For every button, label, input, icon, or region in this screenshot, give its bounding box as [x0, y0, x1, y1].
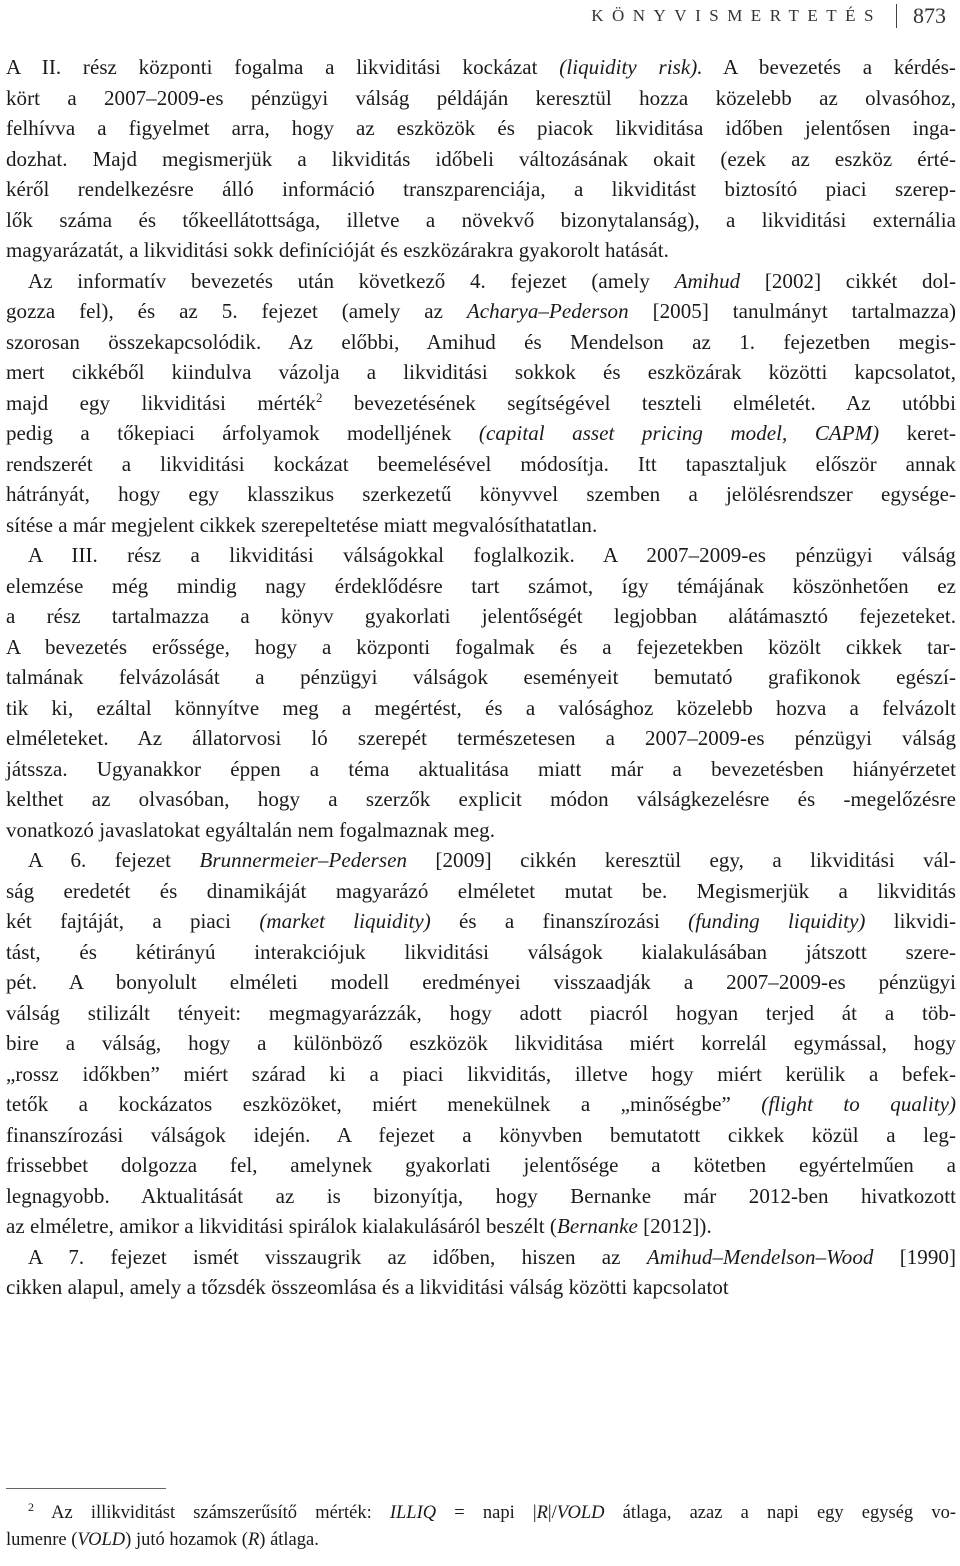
text-run: keret-	[879, 421, 957, 445]
text-run: rendszerét a likviditási kockázat beemelésével módosítja. Itt tapasztaljuk először annak	[6, 451, 956, 476]
text-run: sítése a már megjelent cikkek szerepeltetése miatt megvalósíthatatlan.	[6, 512, 598, 537]
text-line	[6, 1150, 956, 1181]
text-line	[6, 1181, 956, 1212]
text-run: átlaga, azaz a napi egy egység vo-	[604, 1503, 956, 1523]
italic-run: R	[247, 1530, 260, 1550]
text-run: Az informatív bevezetés után következő 4. fejezet (amely	[28, 268, 675, 293]
text-run: „rossz időkben” miért szárad ki a piaci likviditás, illetve hogy miért kerülik a befek-	[6, 1061, 956, 1086]
text-line	[6, 784, 956, 815]
text-run: kört a 2007–2009-es pénzügyi válság példáján keresztül hozza közelebb az olvasóhoz,	[6, 85, 956, 110]
text-line	[6, 52, 956, 83]
text-line	[6, 388, 956, 419]
text-line	[6, 113, 956, 144]
text-run: [1990]	[873, 1244, 956, 1269]
text-run: tik ki, ezáltal könnyítve meg a megértést, és a valósághoz közelebb hozva a felvázolt	[6, 695, 956, 720]
paragraph	[6, 1242, 956, 1303]
text-run: = napi |	[436, 1503, 537, 1523]
text-run: szorosan összekapcsolódik. Az előbbi, Amihud és Mendelson az 1. fejezetben megis-	[6, 329, 956, 354]
text-run: A 6. fejezet	[28, 848, 200, 872]
italic-run: ILLIQ	[389, 1503, 437, 1523]
text-run: gozza fel), és az 5. fejezet (amely az	[6, 299, 467, 323]
footnote-marker: 2	[28, 1499, 34, 1514]
text-line	[6, 540, 956, 571]
text-run: pedig a tőkepiaci árfolyamok modelljének	[6, 421, 479, 445]
text-run: magyarázatát, a likviditási sokk definícióját és eszközárakra gyakorolt hatását.	[6, 238, 669, 262]
text-run: [2012]).	[637, 1214, 712, 1238]
text-run: A II. rész központi fogalma a likviditási kockázat	[6, 55, 560, 79]
text-run: frissebbet dolgozza fel, amelynek gyakorlati jelentősége a kötetben egyértelműen a	[6, 1153, 956, 1177]
text-line	[6, 327, 956, 358]
text-line	[6, 235, 956, 266]
text-run: bevezetésének segítségével teszteli elméletét. Az utóbbi	[322, 390, 956, 415]
text-line	[6, 296, 956, 327]
text-run: tást, és kétirányú interakciójuk likviditási válságok kialakulásában játszott szere-	[6, 939, 956, 964]
paragraph	[6, 540, 956, 845]
italic-run: Amihud	[674, 268, 741, 293]
page-number: 873	[913, 3, 946, 28]
italic-run: (liquidity risk).	[559, 55, 703, 79]
text-run: Az illikviditást számszerűsítő mérték:	[34, 1503, 390, 1523]
text-run: lumenre (	[6, 1530, 78, 1550]
text-run: vonatkozó javaslatokat egyáltalán nem fogalmaznak meg.	[6, 817, 496, 842]
text-line	[6, 998, 956, 1029]
paragraph	[6, 52, 956, 266]
text-run: [2002] cikkét dol-	[740, 268, 956, 293]
footnote-divider	[6, 1488, 166, 1489]
text-line	[6, 479, 956, 510]
text-line	[6, 845, 956, 876]
text-line	[6, 1028, 956, 1059]
text-line	[6, 906, 956, 937]
body-text	[6, 52, 956, 1303]
paragraph	[6, 845, 956, 1242]
footnote-line	[6, 1527, 956, 1554]
text-line	[6, 1059, 956, 1090]
text-line	[6, 815, 956, 846]
text-run: válság stilizált tényeit: megmagyarázzák, hogy adott piacról hogyan terjed át a töb-	[6, 1000, 956, 1025]
text-run: ság eredetét és dinamikáját magyarázó elméletet mutat be. Megismerjük a likviditás	[6, 878, 956, 903]
text-line	[6, 1272, 956, 1303]
text-line	[6, 357, 956, 388]
text-line	[6, 754, 956, 785]
text-run: bire a válság, hogy a különböző eszközök likviditása miért korrelál egymással, hogy	[6, 1031, 956, 1055]
text-line	[6, 876, 956, 907]
text-run: dozhat. Majd megismerjük a likviditás időbeli változásának okait (ezek az eszköz érté-	[6, 146, 956, 171]
text-line	[6, 418, 956, 449]
text-run: hátrányát, hogy egy klasszikus szerkezetű könyvvel szemben a jelölésrendszer egysége-	[6, 482, 956, 506]
text-run: játssza. Ugyanakkor éppen a téma aktualitása miatt már a bevezetésben hiányérzetet	[6, 756, 956, 781]
text-run: tetők a kockázatos eszközöket, miért menekülnek a „minőségbe”	[6, 1092, 762, 1116]
text-run: A 7. fejezet ismét visszaugrik az időben, hiszen az	[28, 1244, 647, 1269]
text-line	[6, 1242, 956, 1273]
text-run: |/	[547, 1503, 557, 1523]
text-run: finanszírozási válságok idején. A fejezet a könyvben bemutatott cikkek közül a leg-	[6, 1122, 956, 1147]
running-header	[591, 4, 946, 28]
paragraph	[6, 266, 956, 541]
text-run: mert cikkéből kiindulva vázolja a likviditási sokkok és eszközárak közötti kapcsolatot,	[6, 360, 956, 384]
text-line	[6, 571, 956, 602]
text-line	[6, 601, 956, 632]
italic-run: (market liquidity)	[259, 909, 431, 933]
text-run: A bevezetés erőssége, hogy a központi fogalmak és a fejezetekben közölt cikkek tar-	[6, 634, 956, 659]
text-line	[6, 266, 956, 297]
text-line	[6, 205, 956, 236]
footnote	[6, 1500, 956, 1554]
text-run: legnagyobb. Aktualitását az is bizonyítja, hogy Bernanke már 2012-ben hivatkozott	[6, 1183, 956, 1208]
text-line	[6, 1120, 956, 1151]
italic-run: VOLD	[77, 1530, 126, 1550]
italic-run: (funding liquidity)	[688, 909, 866, 933]
text-line	[6, 967, 956, 998]
text-line	[6, 662, 956, 693]
italic-run: VOLD	[556, 1503, 605, 1523]
text-line	[6, 83, 956, 114]
text-run: pét. A bonyolult elméleti modell eredményei visszaadják a 2007–2009-es pénzügyi	[6, 970, 956, 994]
italic-run: R	[536, 1503, 548, 1523]
text-run: majd egy likviditási mérték	[6, 390, 316, 415]
text-run: A bevezetés a kérdés-	[702, 55, 956, 79]
italic-run: (flight to quality)	[761, 1092, 956, 1116]
italic-run: Acharya–Pederson	[466, 299, 629, 323]
italic-run: Brunnermeier–Pedersen	[199, 848, 407, 872]
text-line	[6, 632, 956, 663]
text-line	[6, 937, 956, 968]
italic-run: Bernanke	[556, 1214, 638, 1238]
running-title: KÖNYVISMERTETÉS	[591, 4, 897, 28]
italic-run: (capital asset pricing model, CAPM)	[478, 421, 880, 445]
text-line	[6, 510, 956, 541]
text-run: kéről rendelkezésre álló információ transzparenciája, a likviditást biztosító piaci szerep-	[6, 177, 956, 201]
text-run: [2005] tanulmányt tartalmazza)	[628, 299, 956, 323]
text-line	[6, 144, 956, 175]
text-run: ) jutó hozamok (	[125, 1530, 248, 1550]
text-run: felhívva a figyelmet arra, hogy az eszközök és piacok likviditása időben jelentősen inga-	[6, 116, 956, 140]
text-run: az elméletre, amikor a likviditási spirálok kialakulásáról beszélt (	[6, 1214, 557, 1238]
text-line	[6, 174, 956, 205]
text-run: a rész tartalmazza a könyv gyakorlati jelentőségét legjobban alátámasztó fejezeteket.	[6, 604, 956, 628]
text-run: elméleteket. Az állatorvosi ló szerepét természetesen a 2007–2009-es pénzügyi válság	[6, 726, 956, 750]
text-line	[6, 723, 956, 754]
text-run: likvidi-	[865, 909, 956, 933]
italic-run: Amihud–Mendelson–Wood	[646, 1244, 874, 1269]
text-run: A III. rész a likviditási válságokkal foglalkozik. A 2007–2009-es pénzügyi válság	[28, 543, 956, 567]
text-line	[6, 449, 956, 480]
text-run: ) átlaga.	[259, 1530, 319, 1550]
text-run: elemzése még mindig nagy érdeklődésre tart számot, így témájának köszönhetően ez	[6, 573, 956, 598]
text-run: kelthet az olvasóban, hogy a szerzők explicit módon válságkezelésre és -megelőzésre	[6, 787, 956, 811]
text-run: lők száma és tőkeellátottsága, illetve a növekvő bizonytalanság), a likviditási externália	[6, 207, 956, 232]
text-run: két fajtáját, a piaci	[6, 909, 260, 933]
text-line	[6, 1089, 956, 1120]
footnote-reference: 2	[315, 389, 323, 405]
text-run: cikken alapul, amely a tőzsdék összeomlása és a likviditási válság közötti kapcsolatot	[6, 1275, 729, 1299]
text-run: és a finanszírozási	[430, 909, 689, 933]
footnote-line	[6, 1500, 956, 1527]
text-run: [2009] cikkén keresztül egy, a likviditási vál-	[407, 848, 956, 872]
text-run: talmának felvázolását a pénzügyi válságok eseményeit bemutató grafikonok egészí-	[6, 665, 956, 689]
text-line	[6, 693, 956, 724]
text-line	[6, 1211, 956, 1242]
